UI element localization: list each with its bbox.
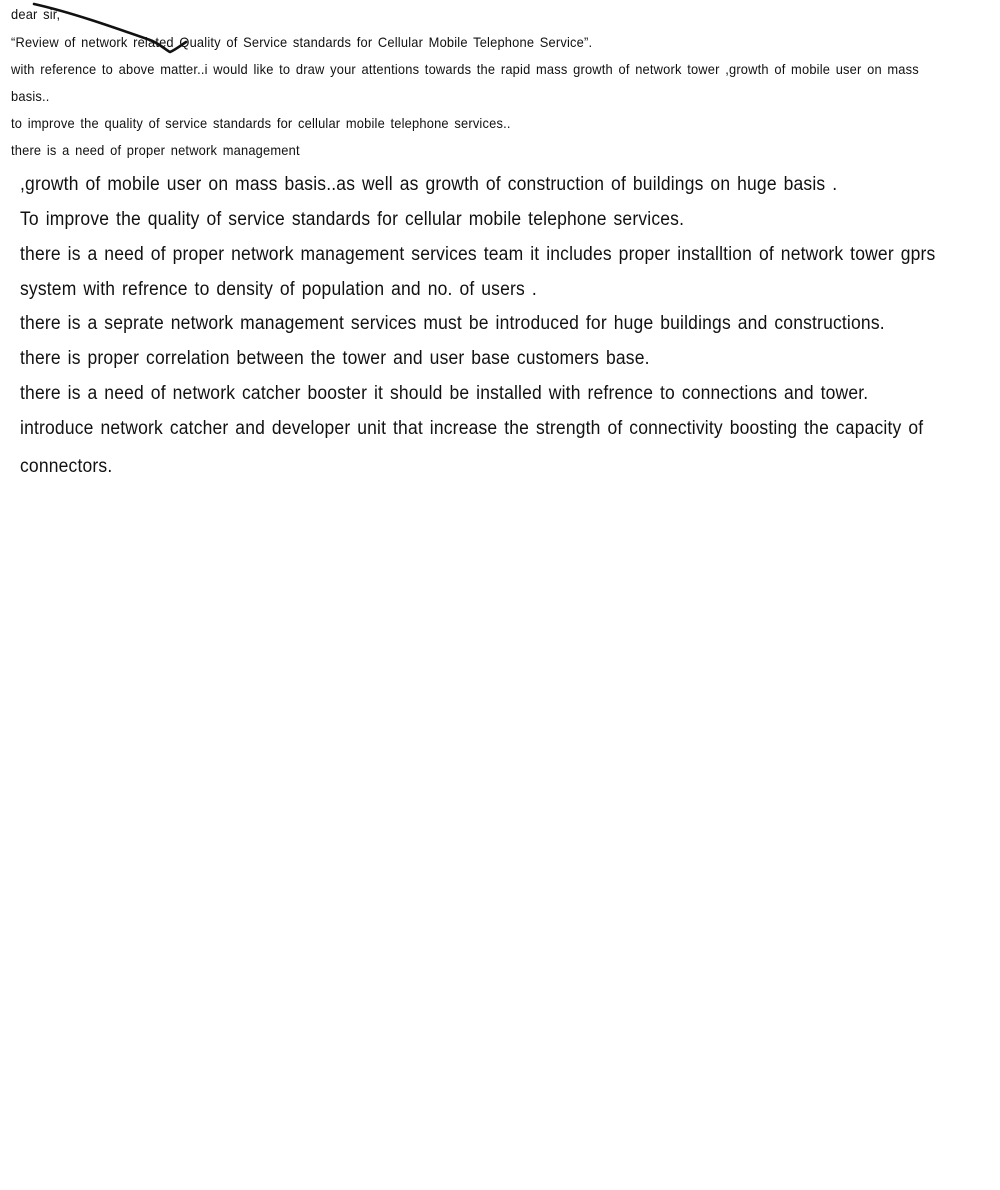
- reference-line-continued: basis..: [11, 88, 50, 104]
- body-paragraph-line: system with refrence to density of population and no. of users .: [20, 279, 537, 300]
- network-management-line: there is a need of proper network management: [11, 142, 300, 158]
- body-paragraph-line: ,growth of mobile user on mass basis..as well as growth of construction of buildings on huge basis .: [20, 174, 838, 195]
- subject-line: “Review of network related Quality of Service standards for Cellular Mobile Telephone Service”.: [11, 34, 593, 50]
- body-paragraph-line: there is proper correlation between the tower and user base customers base.: [20, 348, 650, 369]
- greeting-line: dear sir,: [11, 6, 61, 22]
- reference-line: with reference to above matter..i would like to draw your attentions towards the rapid mass growth of network tower ,growth of mobile user on mass: [11, 61, 919, 77]
- body-paragraph-line: introduce network catcher and developer unit that increase the strength of connectivity boosting the capacity of: [20, 418, 924, 439]
- body-paragraph-line: there is a need of network catcher booster it should be installed with refrence to connections and tower.: [20, 383, 869, 404]
- body-paragraph-line: To improve the quality of service standards for cellular mobile telephone services.: [20, 209, 685, 230]
- body-paragraph-line: there is a seprate network management services must be introduced for huge buildings and constructions.: [20, 313, 885, 334]
- improve-quality-line: to improve the quality of service standards for cellular mobile telephone services..: [11, 115, 511, 131]
- body-paragraph-line: there is a need of proper network management services team it includes proper installtion of network tower gprs: [20, 244, 936, 265]
- body-paragraph-line: connectors.: [20, 456, 113, 477]
